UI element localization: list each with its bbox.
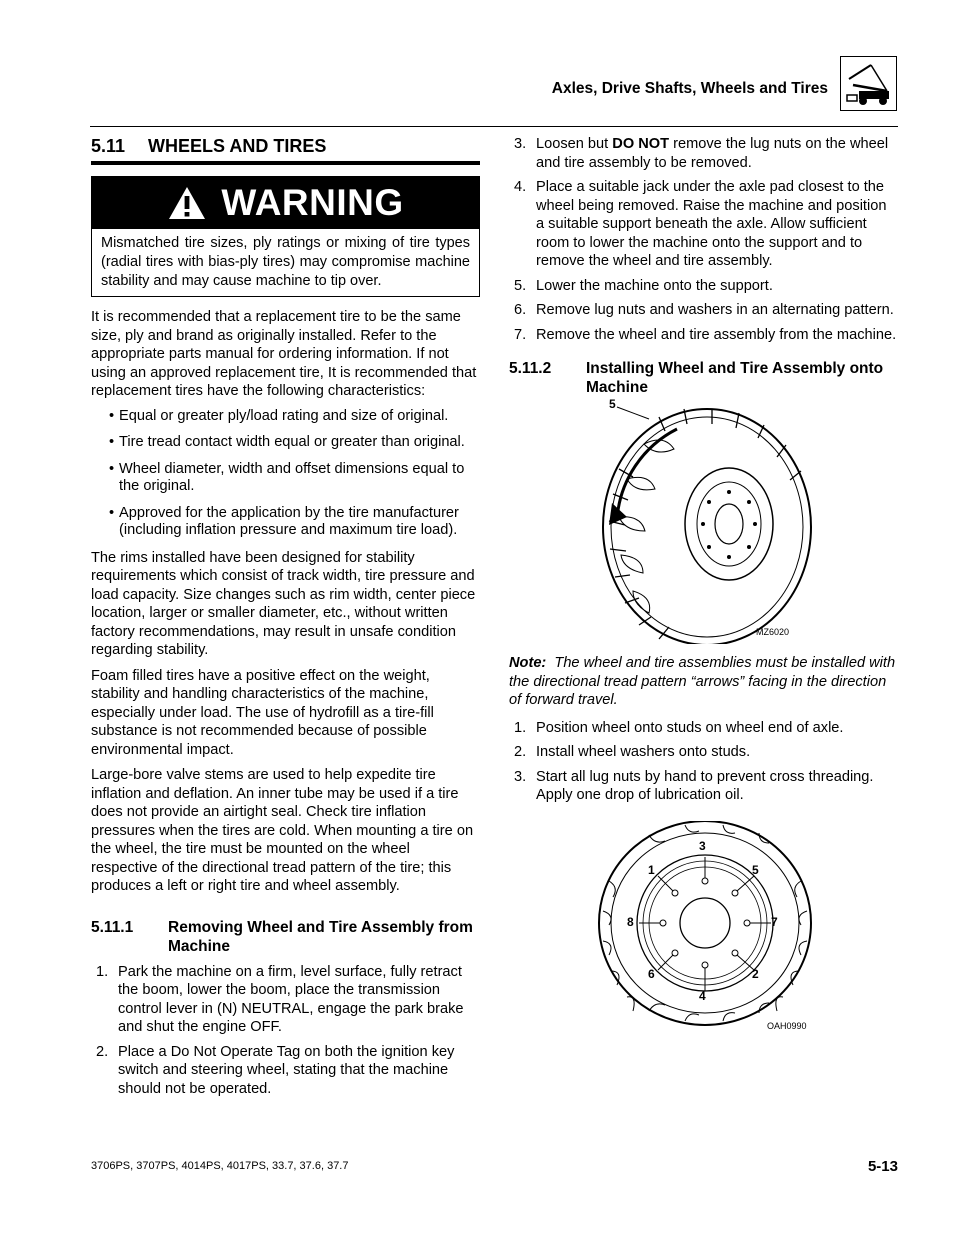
list-item: 7. Remove the wheel and tire assembly from the machine.	[514, 326, 897, 343]
list-item: 5. Lower the machine onto the support.	[514, 277, 773, 294]
running-header-title: Axles, Drive Shafts, Wheels and Tires	[551, 80, 828, 97]
section-title-text: WHEELS AND TIRES	[148, 136, 327, 156]
list-item: 2. Install wheel washers onto studs.	[514, 744, 751, 760]
list-item: • Tire tread contact width equal or greater than original.	[109, 434, 465, 450]
warning-header	[92, 177, 479, 229]
warning-box	[91, 176, 480, 297]
warning-label: WARNING	[221, 182, 404, 223]
figure-callout-5: 5	[609, 397, 616, 411]
list-item: 4. Place a suitable jack under the axle pad closest to the wheel being removed. Raise the machine and position a suitable support beneath the axle. Allow sufficient room to lower the machine onto the support and to remove the wheel and tire assembly.	[514, 179, 887, 269]
tire-direction-figure	[509, 399, 898, 644]
warning-triangle-icon	[167, 185, 207, 221]
removing-steps-list	[91, 963, 480, 1099]
lug-nut-sequence-figure	[509, 821, 898, 1046]
rims-paragraph: The rims installed have been designed for stability requirements which consist of track width, tire pressure and load capacity. Size changes such as rim width, center piece location, larger or smaller diameter, etc., without written factory recommendations, may result in unsafe condition regarding stability.	[91, 549, 476, 658]
wheel-front-illustration	[509, 821, 898, 1046]
valve-stem-paragraph: Large-bore valve stems are used to help expedite tire inflation and deflation. An inner tube may be used if a tire does not provide an airtight seal. Check tire inflation pressures when the tires are cold. When mounting a tire on the wheel, the tire must be mounted on the wheel respective of the directional tread pattern of the tire; this produces a left or right tire and wheel assembly.	[91, 767, 474, 894]
lug-label-5: 5	[752, 862, 759, 877]
section-title	[91, 135, 480, 165]
list-item: 2. Place a Do Not Operate Tag on both the ignition key switch and steering wheel, stating that the machine should not be operated.	[96, 1043, 455, 1097]
list-item: 1. Position wheel onto studs on wheel end of axle.	[514, 719, 844, 736]
lug-label-2: 2	[752, 966, 759, 981]
removing-subsection-heading: 5.11.1 Removing Wheel and Tire Assembly from Machine	[91, 918, 473, 955]
figure-caption-oah0990: OAH0990	[767, 1020, 807, 1031]
page-number: 5-13	[867, 1158, 898, 1175]
list-item: 6. Remove lug nuts and washers in an alternating pattern.	[514, 302, 894, 318]
installation-note: Note: The wheel and tire assemblies must be installed with the directional tread pattern “arrows” facing in the direction of forward travel.	[509, 655, 896, 708]
foam-paragraph: Foam filled tires have a positive effect on the weight, stability and handling characteristics of the machine, especially under load. The use of hydrofill as a tire-fill substance is not recommended because of possible environmental impact.	[91, 667, 434, 758]
list-item: • Approved for the application by the tire manufacturer (including inflation pressure and maximum tire load).	[109, 504, 459, 538]
tire-characteristics-list	[91, 408, 480, 540]
installing-steps-list	[509, 719, 898, 805]
intro-paragraph: It is recommended that a replacement tire to be the same size, ply and brand as originally installed. Refer to the appropriate parts manual for ordering information. If not using an approved replacement tire, It is recommended that replacement tires have the following characteristics:	[91, 309, 477, 399]
list-item: 3. Loosen but DO NOT remove the lug nuts on the wheel and tire assembly to be removed.	[514, 136, 889, 171]
tire-illustration	[509, 399, 898, 644]
lug-label-1: 1	[648, 862, 655, 877]
lug-label-8: 8	[627, 914, 634, 929]
list-item: 3. Start all lug nuts by hand to prevent cross threading. Apply one drop of lubrication oil.	[514, 768, 874, 803]
lug-label-7: 7	[771, 914, 778, 929]
warning-text: Mismatched tire sizes, ply ratings or mixing of tire types (radial tires with bias-ply tires) may compromise machine stability and may cause machine to tip over.	[101, 235, 470, 289]
telehandler-machine-icon	[840, 56, 897, 111]
list-item: • Wheel diameter, width and offset dimensions equal to the original.	[109, 460, 465, 494]
lug-label-6: 6	[648, 966, 655, 981]
figure-caption-mz6020: MZ6020	[756, 627, 790, 637]
lug-label-3: 3	[699, 838, 706, 853]
right-column	[509, 135, 898, 1046]
footer-model-numbers: 3706PS, 3707PS, 4014PS, 4017PS, 33.7, 37.6, 37.7	[91, 1160, 349, 1172]
installing-subsection-heading: 5.11.2 Installing Wheel and Tire Assembly onto Machine	[509, 360, 884, 396]
section-number: 5.11	[91, 136, 126, 156]
removing-steps-continued	[509, 135, 898, 344]
header-rule	[90, 126, 898, 127]
lug-label-4: 4	[699, 988, 706, 1003]
list-item: • Equal or greater ply/load rating and size of original.	[109, 407, 449, 424]
left-column	[91, 135, 480, 1104]
list-item: 1. Park the machine on a firm, level surface, fully retract the boom, lower the boom, place the transmission control lever in (N) NEUTRAL, engage the park brake and shut the engine OFF.	[96, 963, 464, 1035]
